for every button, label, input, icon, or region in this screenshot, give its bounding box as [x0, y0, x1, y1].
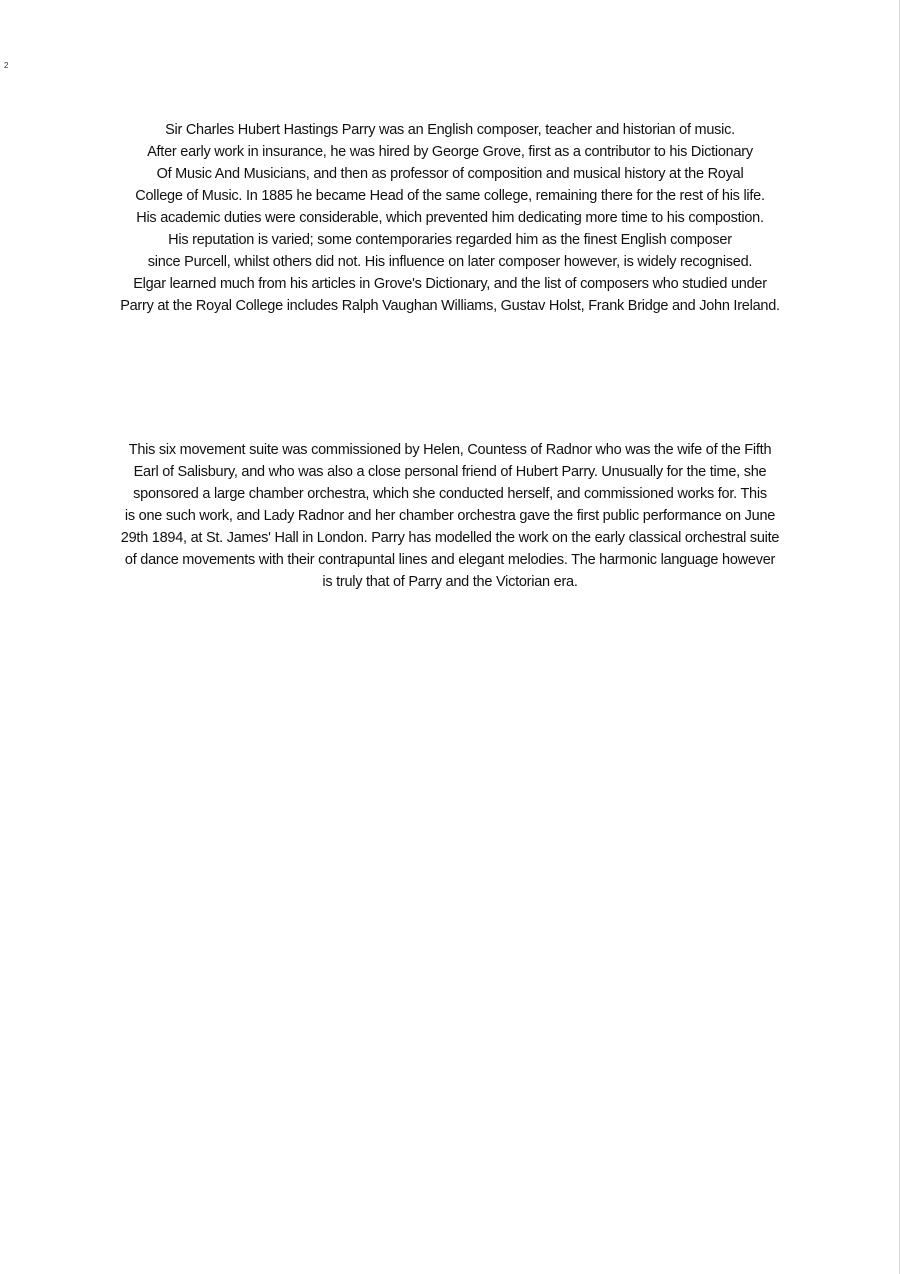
biography-line: His reputation is varied; some contemporaries regarded him as the finest English composer	[168, 232, 732, 248]
biography-line: After early work in insurance, he was hired by George Grove, first as a contributor to his Dictionary	[147, 144, 753, 160]
biography-line: since Purcell, whilst others did not. His influence on later composer however, is widely recognised.	[147, 254, 753, 270]
suite-description-line: 29th 1894, at St. James' Hall in London. Parry has modelled the work on the early classical orchestral suite	[120, 530, 780, 546]
biography-line: Of Music And Musicians, and then as professor of composition and musical history at the Royal	[156, 166, 744, 182]
suite-description-line: is truly that of Parry and the Victorian era.	[322, 574, 578, 590]
biography-paragraph	[40, 119, 860, 317]
biography-line: Parry at the Royal College includes Ralph Vaughan Williams, Gustav Holst, Frank Bridge and John Ireland.	[120, 298, 780, 314]
biography-line: Sir Charles Hubert Hastings Parry was an English composer, teacher and historian of music.	[165, 122, 735, 138]
suite-description-line: Earl of Salisbury, and who was also a close personal friend of Hubert Parry. Unusually for the time, she	[133, 464, 767, 480]
biography-line: His academic duties were considerable, which prevented him dedicating more time to his compostion.	[136, 210, 764, 226]
suite-description-line: of dance movements with their contrapuntal lines and elegant melodies. The harmonic language however	[124, 552, 776, 568]
suite-description-line: sponsored a large chamber orchestra, which she conducted herself, and commissioned works for. This	[133, 486, 767, 502]
biography-line: College of Music. In 1885 he became Head of the same college, remaining there for the rest of his life.	[135, 188, 765, 204]
biography-line: Elgar learned much from his articles in Grove's Dictionary, and the list of composers who studied under	[133, 276, 767, 292]
page-number: 2	[4, 61, 9, 70]
suite-description-paragraph	[40, 439, 860, 593]
suite-description-line: This six movement suite was commissioned by Helen, Countess of Radnor who was the wife of the Fifth	[128, 442, 772, 458]
suite-description-line: is one such work, and Lady Radnor and her chamber orchestra gave the first public performance on June	[124, 508, 776, 524]
